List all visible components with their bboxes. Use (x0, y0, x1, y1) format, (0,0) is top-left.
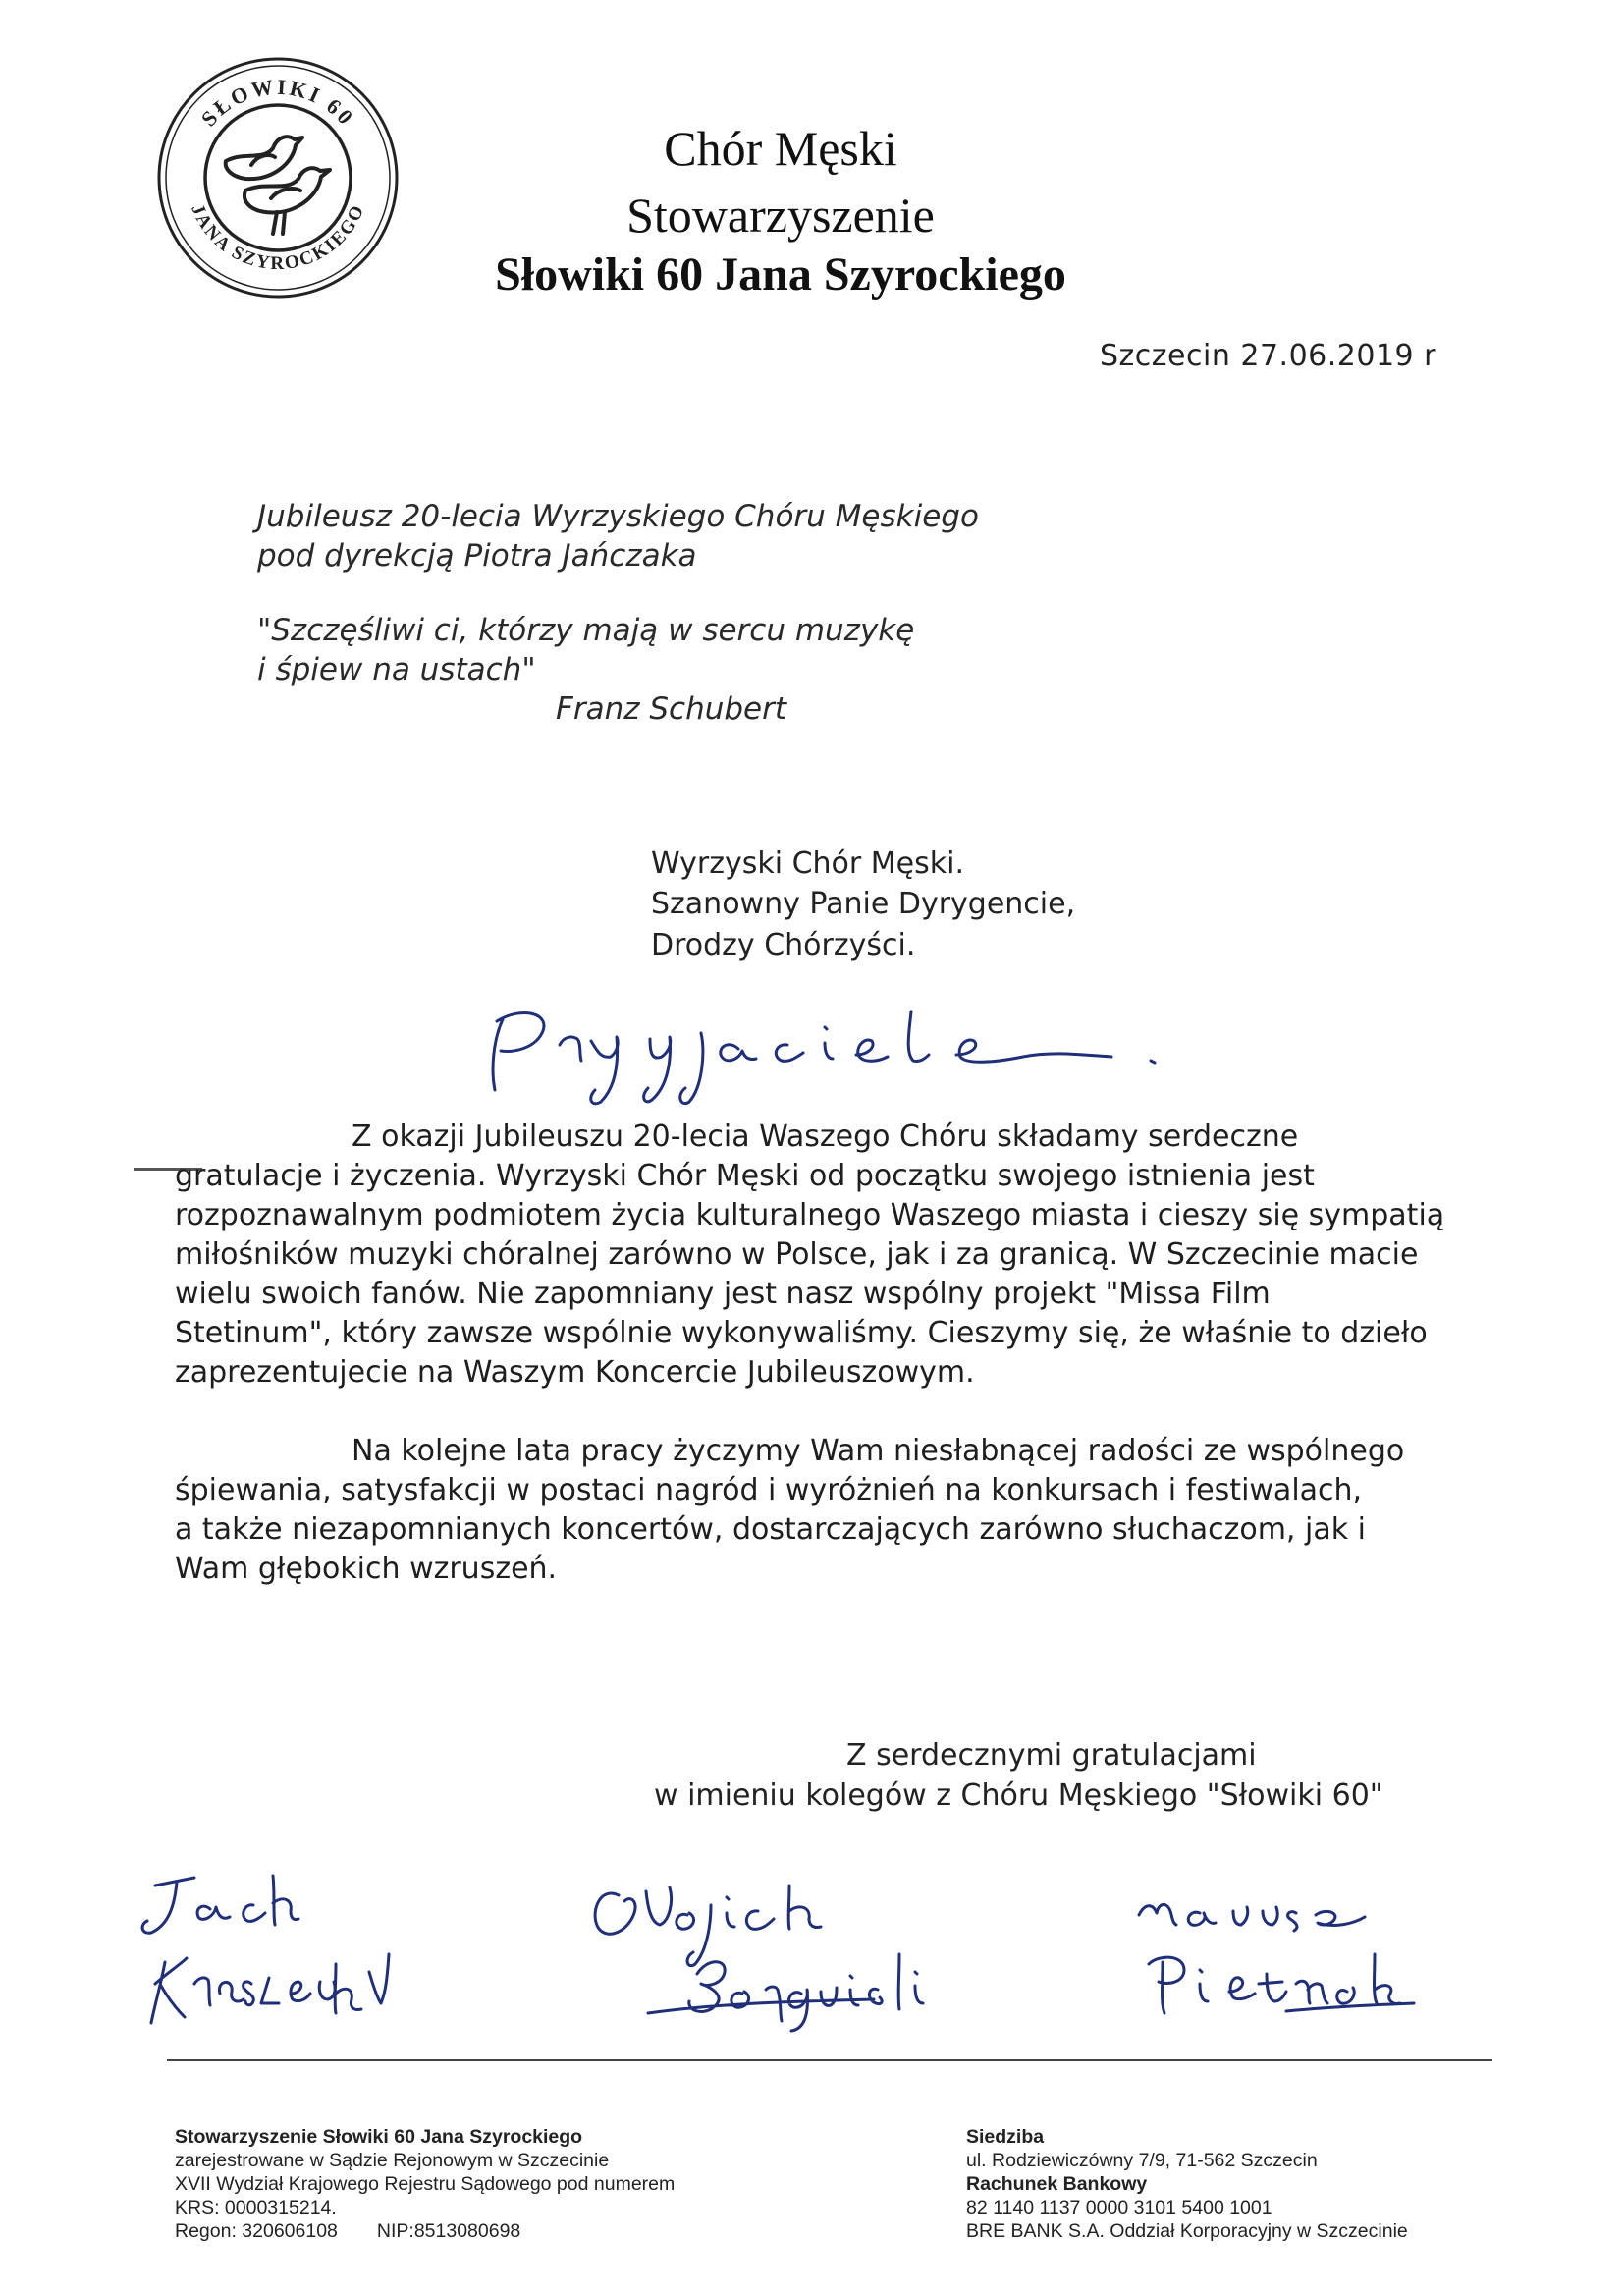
letter-date: Szczecin 27.06.2019 r (1100, 339, 1437, 373)
letterhead-line-1: Chór Męski (664, 121, 897, 176)
body-paragraph-1-line: miłośników muzyki chóralnej zarówno w Polsce, jak i za granicą. W Szczecinie macie (175, 1237, 1419, 1272)
letterhead-line-2: Stowarzyszenie (626, 188, 935, 243)
handwritten-greeting (444, 992, 1219, 1110)
body-paragraph-2-line: Na kolejne lata pracy życzymy Wam niesłabnącej radości ze wspólnego (352, 1434, 1405, 1468)
footer-nip: NIP:8513080698 (376, 2220, 521, 2242)
logo-ring-bottom-text: JANA SZYROCKIEGO (187, 200, 369, 274)
signature-3 (1090, 1856, 1483, 2033)
letterhead-organization-name: Słowiki 60 Jana Szyrockiego (495, 248, 1066, 301)
quote-author: Franz Schubert (556, 691, 787, 727)
salutation-line-3: Drodzy Chórzyści. (651, 928, 916, 962)
footer-regon-nip (175, 2219, 520, 2243)
footer-bank-account-number: 82 1140 1137 0000 3101 5400 1001 (966, 2197, 1272, 2218)
body-paragraph-2-line: śpiewania, satysfakcji w postaci nagród i wyróżnień na konkursach i festiwalach, (175, 1473, 1363, 1507)
body-paragraph-1-line: gratulacje i życzenia. Wyrzyski Chór Męski od początku swojego istnienia jest (175, 1159, 1315, 1193)
footer-divider (167, 2059, 1492, 2061)
footer-bank-name: BRE BANK S.A. Oddział Korporacyjny w Szczecinie (966, 2220, 1408, 2242)
footer-registration-line: XVII Wydział Krajowego Rejestru Sądowego pod numerem (175, 2173, 676, 2195)
body-paragraph-2-line: a także niezapomnianych koncertów, dostarczających zarówno słuchaczom, jak i (175, 1512, 1366, 1547)
body-paragraph-2-line: Wam głębokich wzruszeń. (175, 1552, 558, 1586)
footer-organization-name: Stowarzyszenie Słowiki 60 Jana Szyrockiego (175, 2126, 583, 2148)
two-birds-icon (226, 137, 330, 234)
subject-line-2: pod dyrekcją Piotra Jańczaka (257, 538, 697, 574)
subject-line-1: Jubileusz 20-lecia Wyrzyskiego Chóru Męskiego (257, 499, 979, 534)
footer-address: ul. Rodziewiczówny 7/9, 71-562 Szczecin (966, 2150, 1318, 2171)
quote-line-2: i śpiew na ustach" (257, 652, 536, 687)
footer-krs: KRS: 0000315214. (175, 2197, 337, 2218)
closing-line-1: Z serdecznymi gratulacjami (846, 1738, 1257, 1773)
body-paragraph-1-line: wielu swoich fanów. Nie zapomniany jest nasz wspólny projekt "Missa Film (175, 1277, 1271, 1311)
body-paragraph-1-line: rozpoznawalnym podmiotem życia kulturalnego Waszego miasta i cieszy się sympatią (175, 1198, 1445, 1232)
body-paragraph-1-line: zaprezentujecie na Waszym Koncercie Jubileuszowym. (175, 1355, 975, 1390)
signature-2 (579, 1856, 952, 2033)
body-paragraph-1-line: Stetinum", który zawsze wspólnie wykonywaliśmy. Cieszymy się, że właśnie to dzieło (175, 1316, 1428, 1350)
footer-registration-line: zarejestrowane w Sądzie Rejonowym w Szczecinie (175, 2150, 610, 2171)
footer-headquarters-label: Siedziba (966, 2126, 1045, 2148)
logo-ring-top-text: SŁOWIKI 60 (195, 74, 360, 132)
choir-logo (155, 55, 401, 301)
footer-regon: Regon: 320606108 (175, 2220, 338, 2242)
body-paragraph-1-line: Z okazji Jubileuszu 20-lecia Waszego Chóru składamy serdeczne (352, 1120, 1299, 1154)
signature-1 (126, 1856, 410, 2033)
svg-text:SŁOWIKI 60 (196, 74, 360, 131)
salutation-line-2: Szanowny Panie Dyrygencie, (651, 887, 1076, 921)
footer-bank-account-label: Rachunek Bankowy (966, 2173, 1148, 2195)
salutation-line-1: Wyrzyski Chór Męski. (651, 847, 964, 881)
closing-line-2: w imieniu kolegów z Chóru Męskiego "Słowiki 60" (654, 1778, 1383, 1813)
quote-line-1: "Szczęśliwi ci, którzy mają w sercu muzykę (257, 613, 915, 648)
